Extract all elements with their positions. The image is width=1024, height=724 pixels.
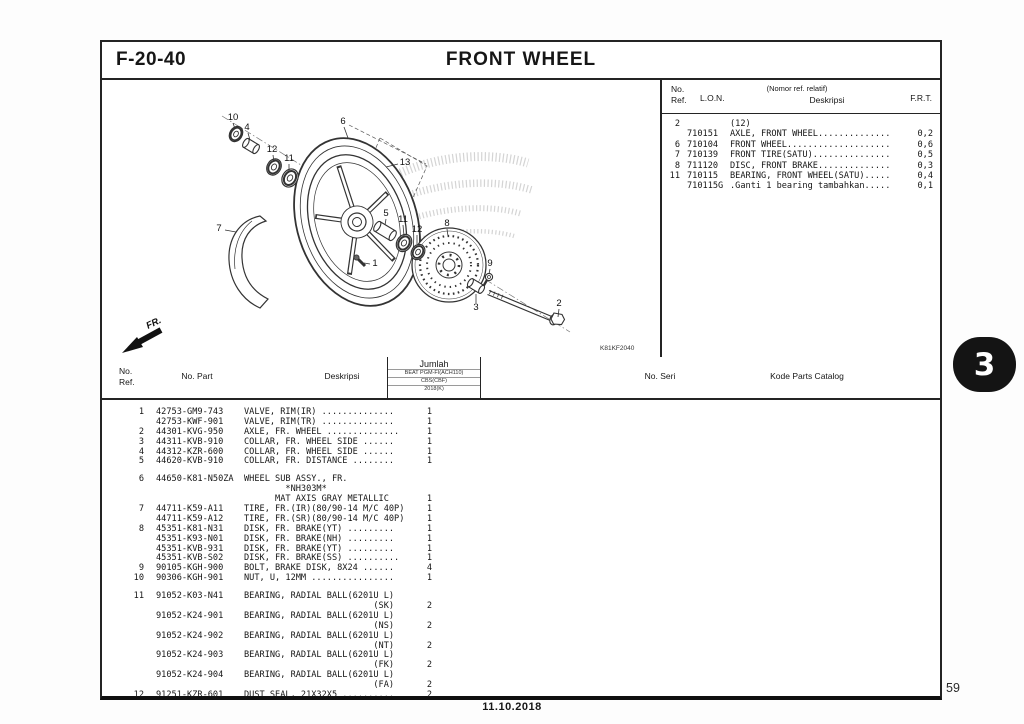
parts-table-row [118,681,940,691]
cell-qty: 2 [426,680,432,691]
cell-pr: 8 [138,523,144,534]
parts-table-row [118,592,940,602]
cell-qty: 1 [426,543,432,554]
row-spacer [118,467,940,475]
cell-rr: 11 [669,170,680,181]
cell-qty: 1 [426,573,432,584]
exploded-diagram [102,80,660,357]
cell-qty: 1 [426,553,432,564]
cell-qty: 4 [426,563,432,574]
cell-pd: BEARING, RADIAL BALL(6201U L) [244,670,395,681]
cell-pp: 91052-K03-N41 [156,591,224,602]
callout-number: 5 [383,208,389,219]
cell-pd: VALVE, RIM(TR) .............. [244,416,395,427]
parts-table-row [118,602,940,612]
cell-pd: COLLAR, FR. DISTANCE ........ [244,456,395,467]
cell-pr: 12 [133,690,144,701]
cell-qty: 2 [426,620,432,631]
cell-pr: 4 [138,446,144,457]
model-variant: BEAT PGM-FI(ACH110) [388,369,480,377]
parts-table-row [118,418,940,428]
cell-rd: BEARING, FRONT WHEEL(SATU)..... [730,170,891,181]
cell-qty: 1 [426,504,432,515]
cell-pd: (FA) [244,680,395,691]
parts-table-row [118,642,940,652]
cell-rr: 7 [674,150,680,161]
cell-pd: COLLAR, FR. WHEEL SIDE ...... [244,446,395,457]
publication-date: 11.10.2018 [482,701,542,713]
lon-table-row [662,171,940,181]
cell-rl: 710151 [687,129,719,140]
cell-qty: 1 [426,436,432,447]
cell-pd: DISK, FR. BRAKE(NH) ......... [244,533,395,544]
cell-pp: 42753-KWF-901 [156,416,224,427]
callout-number: 2 [556,298,562,309]
parts-table-row [118,554,940,564]
cell-pp: 91052-K24-904 [156,670,224,681]
cell-pd: WHEEL SUB ASSY., FR. [244,474,348,485]
cell-pd: AXLE, FR. WHEEL .............. [244,426,400,437]
cell-pr: 2 [138,426,144,437]
col-no-ref: No. Ref. [671,84,687,105]
cell-rl: 711120 [687,160,719,171]
cell-pd: DUST SEAL, 21X32X5 .......... [244,690,395,701]
lon-table-row [662,129,940,139]
cell-rl: 710115G [687,181,724,192]
collar-part-4 [241,137,261,154]
cell-pp: 91052-K24-903 [156,650,224,661]
parts-table-row [118,622,940,632]
cell-pp: 90306-KGH-901 [156,573,224,584]
cell-pp: 44650-K81-N50ZA [156,474,234,485]
lon-table-header [662,80,940,114]
cell-rl: 710139 [687,150,719,161]
cell-frt: 0,1 [917,181,933,192]
cell-pr: 6 [138,474,144,485]
cell-frt: 0,5 [917,150,933,161]
cell-rd: FRONT WHEEL.................... [730,139,891,150]
cell-pp: 45351-K93-N01 [156,533,224,544]
parts-table-row [118,448,940,458]
parts-table-row [118,535,940,545]
parts-table-row [118,505,940,515]
upper-area [102,80,940,357]
col-no-part: No. Part [181,371,213,381]
cell-rl: 710115 [687,170,719,181]
cell-rr: 2 [674,119,680,129]
lon-table-row [662,161,940,171]
cell-pd: (NS) [244,620,395,631]
section-code: F-20-40 [116,49,187,70]
cell-qty: 1 [426,456,432,467]
cell-qty: 1 [426,494,432,505]
cell-pp: 45351-KVB-931 [156,543,224,554]
cell-pd: VALVE, RIM(IR) .............. [244,407,395,417]
callout-number: 3 [473,302,479,313]
parts-table-row [118,671,940,681]
cell-pd: (NT) [244,640,395,651]
cell-qty: 2 [426,601,432,612]
model-variant: CBS(CBF) [388,377,480,385]
callout-number: 9 [487,258,493,269]
cell-pd: (SK) [244,601,395,612]
cell-pd: (FK) [244,660,395,671]
cell-pp: 44620-KVB-910 [156,456,224,467]
row-spacer [118,584,940,592]
col-lon: L.O.N. [700,93,725,103]
parts-table-row [118,515,940,525]
cell-pr: 5 [138,456,144,467]
page-title: FRONT WHEEL [445,49,597,70]
cell-pd: BEARING, RADIAL BALL(6201U L) [244,650,395,661]
parts-table-row [118,612,940,622]
cell-pd: BOLT, BRAKE DISK, 8X24 ...... [244,563,395,574]
cell-rd: DISC, FRONT BRAKE.............. [730,160,891,171]
cell-pd: DISK, FR. BRAKE(YT) ......... [244,543,395,554]
wheel-part [273,122,440,323]
cell-pr: 7 [138,504,144,515]
parts-table-row [118,564,940,574]
cell-rd: AXLE, FRONT WHEEL.............. [730,129,891,140]
cell-frt: 0,3 [917,160,933,171]
callout-number: 1 [372,258,378,269]
lon-reference-table [660,80,940,357]
cell-pd: BEARING, RADIAL BALL(6201U L) [244,591,395,602]
callout-number: 12 [411,224,423,235]
cell-qty: 2 [426,690,432,701]
fr-direction-arrow [122,315,163,353]
section-tab: 3 [953,337,1016,392]
cell-frt: 0,2 [917,129,933,140]
col-deskripsi: Deskripsi [324,371,360,381]
callout-number: 11 [398,214,408,225]
cell-pp: 91251-KZR-601 [156,690,224,701]
cell-pp: 44311-KVB-910 [156,436,224,447]
cell-pp: 91052-K24-901 [156,610,224,621]
cell-pp: 44711-K59-A11 [156,504,224,515]
diagram-code: K81KF2040 [600,345,635,352]
parts-table-row [118,408,940,418]
cell-pp: 91052-K24-902 [156,630,224,641]
parts-table-row [118,475,940,485]
lon-table-rows [662,114,940,192]
cell-rl: 710104 [687,139,719,150]
fr-label: FR. [144,315,164,332]
cell-pd: TIRE, FR.(IR)(80/90-14 M/C 40P) [244,504,405,515]
lon-table-row [662,119,940,129]
cell-pp: 44312-KZR-600 [156,446,224,457]
cell-pr: 9 [138,563,144,574]
cell-pp: 45351-KVB-S02 [156,553,224,564]
cell-frt: 0,6 [917,139,933,150]
parts-table-row [118,485,940,495]
cell-pp: 45351-K81-N31 [156,523,224,534]
parts-table-row [118,661,940,671]
cell-rd: FRONT TIRE(SATU)............... [730,150,891,161]
cell-qty: 1 [426,407,432,417]
axle-part-2 [488,290,565,326]
cell-pr: 10 [133,573,144,584]
cell-qty: 1 [426,446,432,457]
callout-number: 13 [399,157,411,168]
cell-pd: DISK, FR. BRAKE(SS) .......... [244,553,400,564]
cell-pr: 11 [133,591,144,602]
callout-number: 6 [340,116,346,127]
cell-pd: BEARING, RADIAL BALL(6201U L) [244,630,395,641]
cell-pd: TIRE, FR.(SR)(80/90-14 M/C 40P) [244,513,405,524]
col-no-seri: No. Seri [644,371,676,381]
callout-number: 10 [227,112,239,123]
callout-number: 8 [444,218,450,229]
parts-table-row [118,495,940,505]
callout-leader-line [344,127,348,138]
parts-table-row [118,545,940,555]
cell-pd: NUT, U, 12MM ................ [244,573,395,584]
col-kode-parts-catalog: Kode Parts Catalog [770,371,844,381]
cell-pd: *NH303M* [244,484,327,495]
parts-table-row [118,632,940,642]
col-no-ref: No. Ref. [119,366,135,387]
parts-table-row [118,691,940,701]
cell-pr: 1 [138,407,144,417]
parts-table-row [118,651,940,661]
page-number: 59 [946,681,960,695]
cell-pd: DISK, FR. BRAKE(YT) ......... [244,523,395,534]
cell-pd: COLLAR, FR. WHEEL SIDE ...... [244,436,395,447]
cell-pp: 42753-GM9-743 [156,407,224,417]
callout-number: 7 [216,223,222,234]
page-header [102,42,940,80]
callout-number: 11 [284,153,294,164]
lon-table-row [662,150,940,160]
front-wheel-diagram [102,80,660,357]
parts-table-row [118,428,940,438]
model-variant: 2018(K) [388,385,480,393]
parts-table-row [118,438,940,448]
cell-pp: 90105-KGH-900 [156,563,224,574]
cell-qty: 2 [426,660,432,671]
parts-table-body [102,400,940,701]
parts-table-row [118,574,940,584]
cell-rd: .Ganti 1 bearing tambahkan..... [730,181,891,192]
cell-qty: 1 [426,533,432,544]
parts-table-header [102,357,940,400]
callout-leader-line [225,230,236,232]
cell-pp: 44711-K59-A12 [156,513,224,524]
cell-rr: 8 [674,160,680,171]
cell-pr: 3 [138,436,144,447]
col-deskripsi: Deskripsi [809,95,845,105]
parts-table-row [118,457,940,467]
col-jumlah: Jumlah BEAT PGM-FI(ACH110) CBS(CBF) 2018(K) [387,357,481,398]
cell-qty: 1 [426,523,432,534]
cell-pp: 44301-KVG-950 [156,426,224,437]
col-nomor-ref-relatif: (Nomor ref. relatif) [766,84,828,93]
parts-table-row [118,525,940,535]
page-frame [100,40,942,700]
callout-number: 12 [266,144,278,155]
cell-frt: 0,4 [917,170,933,181]
fender-part [229,216,268,308]
cell-qty: 1 [426,416,432,427]
cell-pd: MAT AXIS GRAY METALLIC [244,494,389,505]
nut-part-10 [227,124,246,144]
cell-qty: 2 [426,640,432,651]
col-frt: F.R.T. [910,93,932,103]
cell-qty: 1 [426,513,432,524]
lon-table-row [662,181,940,191]
cell-rd: (12) [730,119,751,129]
cell-qty: 1 [426,426,432,437]
lon-table-row [662,140,940,150]
cell-rr: 6 [674,139,680,150]
cell-pd: BEARING, RADIAL BALL(6201U L) [244,610,395,621]
callout-number: 4 [244,122,250,133]
